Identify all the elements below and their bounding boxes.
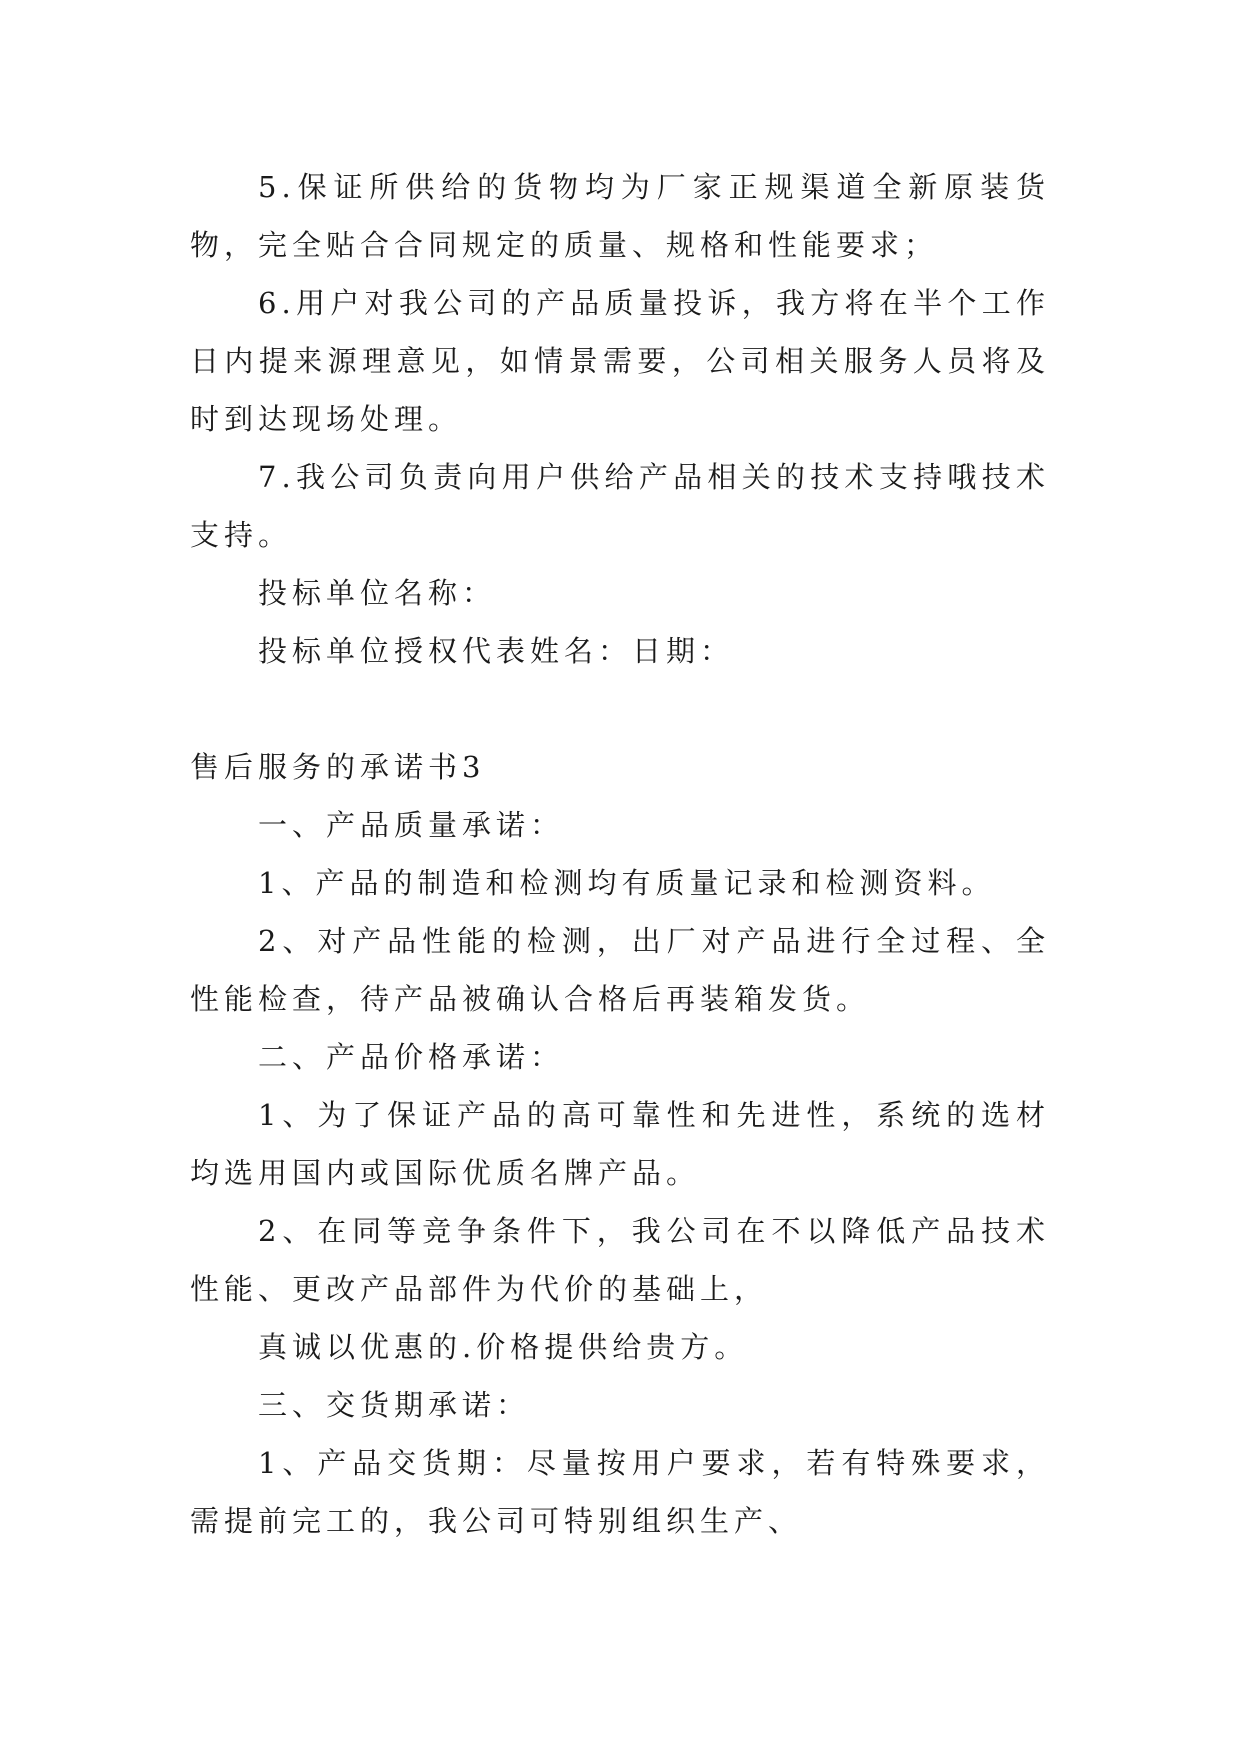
delivery-commitment-heading: 三、交货期承诺： [258,1388,531,1422]
delivery-item-1: 1、产品交货期：尽量按用户要求，若有特殊要求，需提前完工的，我公司可特别组织生产、 [190,1446,1050,1538]
price-commitment-heading: 二、产品价格承诺： [258,1040,565,1074]
paragraph-item-5: 5.保证所供给的货物均为厂家正规渠道全新原装货物，完全贴合合同规定的质量、规格和性能要求； [190,170,1050,262]
section-title: 售后服务的承诺书3 [190,750,486,784]
document-body [190,158,1050,1550]
bidder-representative-date-line: 投标单位授权代表姓名：日期： [258,634,735,668]
price-item-1: 1、为了保证产品的高可靠性和先进性，系统的选材均选用国内或国际优质名牌产品。 [190,1098,1050,1190]
price-item-2: 2、在同等竞争条件下，我公司在不以降低产品技术性能、更改产品部件为代价的基础上， [190,1214,1050,1306]
bidder-name-line: 投标单位名称： [258,576,497,610]
quality-item-2: 2、对产品性能的检测，出厂对产品进行全过程、全性能检查，待产品被确认合格后再装箱发货。 [190,924,1050,1016]
quality-commitment-heading: 一、产品质量承诺： [258,808,565,842]
price-item-2-continuation: 真诚以优惠的.价格提供给贵方。 [258,1330,749,1364]
paragraph-item-7: 7.我公司负责向用户供给产品相关的技术支持哦技术支持。 [190,460,1050,552]
paragraph-item-6: 6.用户对我公司的产品质量投诉，我方将在半个工作日内提来源理意见，如情景需要，公司相关服务人员将及时到达现场处理。 [190,286,1050,436]
quality-item-1: 1、产品的制造和检测均有质量记录和检测资料。 [258,866,996,900]
